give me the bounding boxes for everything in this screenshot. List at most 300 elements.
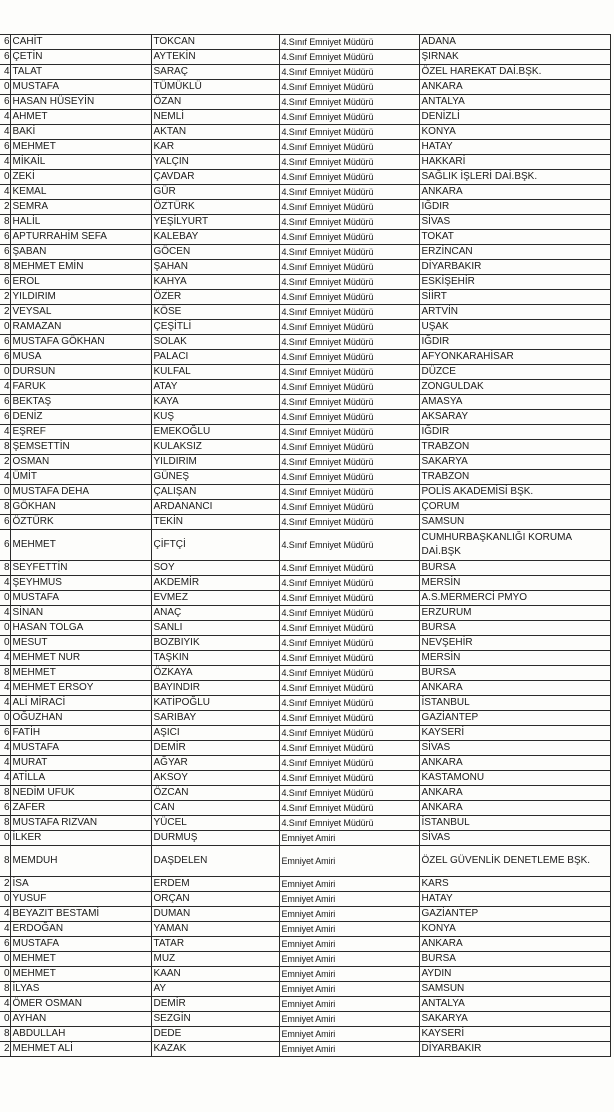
row-number: 4 — [0, 125, 10, 140]
first-name-cell: MUSTAFA RIZVAN — [10, 816, 151, 831]
rank-cell: 4.Sınıf Emniyet Müdürü — [279, 711, 419, 726]
table-row — [0, 967, 610, 982]
rank-cell: Emniyet Amiri — [279, 907, 419, 922]
table-row — [0, 771, 610, 786]
row-number: 8 — [0, 500, 10, 515]
unit-cell: KONYA — [419, 922, 610, 937]
rank-cell: 4.Sınıf Emniyet Müdürü — [279, 515, 419, 530]
row-number: 6 — [0, 726, 10, 741]
unit-cell: AYDIN — [419, 967, 610, 982]
surname-cell: EMEKOĞLU — [151, 425, 279, 440]
unit-cell: ERZİNCAN — [419, 245, 610, 260]
surname-cell: AKTAN — [151, 125, 279, 140]
surname-cell: NEMLİ — [151, 110, 279, 125]
surname-cell: SEZGİN — [151, 1012, 279, 1027]
table-row — [0, 696, 610, 711]
surname-cell: ÖZCAN — [151, 786, 279, 801]
surname-cell: AĞYAR — [151, 756, 279, 771]
row-number: 0 — [0, 591, 10, 606]
surname-cell: DEMİR — [151, 997, 279, 1012]
table-row — [0, 606, 610, 621]
row-number: 0 — [0, 952, 10, 967]
surname-cell: KULFAL — [151, 365, 279, 380]
personnel-table — [0, 34, 611, 1057]
table-row — [0, 816, 610, 831]
surname-cell: TEKİN — [151, 515, 279, 530]
row-number: 8 — [0, 215, 10, 230]
unit-cell: BURSA — [419, 621, 610, 636]
first-name-cell: MEHMET NUR — [10, 651, 151, 666]
first-name-cell: BEYAZIT BESTAMİ — [10, 907, 151, 922]
rank-cell: 4.Sınıf Emniyet Müdürü — [279, 95, 419, 110]
table-row — [0, 125, 610, 140]
personnel-table-body — [0, 35, 610, 1057]
first-name-cell: NEDİM UFUK — [10, 786, 151, 801]
first-name-cell: MUSTAFA GÖKHAN — [10, 335, 151, 350]
surname-cell: KÖSE — [151, 305, 279, 320]
rank-cell: Emniyet Amiri — [279, 937, 419, 952]
first-name-cell: MEHMET — [10, 967, 151, 982]
rank-cell: 4.Sınıf Emniyet Müdürü — [279, 606, 419, 621]
row-number: 8 — [0, 260, 10, 275]
unit-cell: SAMSUN — [419, 982, 610, 997]
row-number: 2 — [0, 290, 10, 305]
first-name-cell: ÜMİT — [10, 470, 151, 485]
unit-cell: MERSİN — [419, 576, 610, 591]
row-number: 6 — [0, 50, 10, 65]
unit-cell: ANKARA — [419, 786, 610, 801]
unit-cell: ANKARA — [419, 937, 610, 952]
unit-cell: SİİRT — [419, 290, 610, 305]
row-number: 8 — [0, 1027, 10, 1042]
unit-cell: GAZİANTEP — [419, 907, 610, 922]
unit-cell: ÖZEL HAREKAT DAİ.BŞK. — [419, 65, 610, 80]
unit-cell: HATAY — [419, 140, 610, 155]
surname-cell: GÜNEŞ — [151, 470, 279, 485]
table-row — [0, 290, 610, 305]
table-row — [0, 530, 610, 561]
table-row — [0, 892, 610, 907]
unit-cell: POLİS AKADEMİSİ BŞK. — [419, 485, 610, 500]
first-name-cell: HASAN HÜSEYİN — [10, 95, 151, 110]
rank-cell: 4.Sınıf Emniyet Müdürü — [279, 230, 419, 245]
surname-cell: AYTEKİN — [151, 50, 279, 65]
unit-cell: KONYA — [419, 125, 610, 140]
surname-cell: ÖZKAYA — [151, 666, 279, 681]
rank-cell: 4.Sınıf Emniyet Müdürü — [279, 350, 419, 365]
row-number: 6 — [0, 801, 10, 816]
rank-cell: 4.Sınıf Emniyet Müdürü — [279, 155, 419, 170]
rank-cell: 4.Sınıf Emniyet Müdürü — [279, 410, 419, 425]
unit-cell: ANTALYA — [419, 997, 610, 1012]
rank-cell: Emniyet Amiri — [279, 831, 419, 846]
surname-cell: ÖZTÜRK — [151, 200, 279, 215]
table-row — [0, 636, 610, 651]
surname-cell: YÜCEL — [151, 816, 279, 831]
row-number: 2 — [0, 200, 10, 215]
table-row — [0, 515, 610, 530]
row-number: 4 — [0, 425, 10, 440]
first-name-cell: MUSTAFA — [10, 591, 151, 606]
first-name-cell: KEMAL — [10, 185, 151, 200]
row-number: 4 — [0, 185, 10, 200]
surname-cell: DAŞDELEN — [151, 846, 279, 877]
surname-cell: ATAY — [151, 380, 279, 395]
row-number: 8 — [0, 666, 10, 681]
table-row — [0, 275, 610, 290]
rank-cell: 4.Sınıf Emniyet Müdürü — [279, 275, 419, 290]
surname-cell: EVMEZ — [151, 591, 279, 606]
surname-cell: TAŞKIN — [151, 651, 279, 666]
surname-cell: ÇİFTÇİ — [151, 530, 279, 561]
first-name-cell: MEHMET — [10, 666, 151, 681]
table-row — [0, 907, 610, 922]
rank-cell: 4.Sınıf Emniyet Müdürü — [279, 185, 419, 200]
rank-cell: 4.Sınıf Emniyet Müdürü — [279, 681, 419, 696]
first-name-cell: RAMAZAN — [10, 320, 151, 335]
row-number: 8 — [0, 982, 10, 997]
row-number: 4 — [0, 155, 10, 170]
table-row — [0, 335, 610, 350]
rank-cell: 4.Sınıf Emniyet Müdürü — [279, 170, 419, 185]
surname-cell: KAHYA — [151, 275, 279, 290]
unit-cell: IĞDIR — [419, 425, 610, 440]
rank-cell: 4.Sınıf Emniyet Müdürü — [279, 380, 419, 395]
rank-cell: 4.Sınıf Emniyet Müdürü — [279, 576, 419, 591]
first-name-cell: EROL — [10, 275, 151, 290]
unit-cell: AFYONKARAHİSAR — [419, 350, 610, 365]
unit-cell: GAZİANTEP — [419, 711, 610, 726]
rank-cell: 4.Sınıf Emniyet Müdürü — [279, 771, 419, 786]
surname-cell: AŞICI — [151, 726, 279, 741]
row-number: 4 — [0, 907, 10, 922]
table-row — [0, 200, 610, 215]
surname-cell: AY — [151, 982, 279, 997]
first-name-cell: SİNAN — [10, 606, 151, 621]
table-row — [0, 500, 610, 515]
personnel-sheet — [0, 34, 610, 1057]
rank-cell: 4.Sınıf Emniyet Müdürü — [279, 816, 419, 831]
first-name-cell: MEHMET — [10, 952, 151, 967]
rank-cell: Emniyet Amiri — [279, 1042, 419, 1057]
surname-cell: ÖZAN — [151, 95, 279, 110]
row-number: 4 — [0, 606, 10, 621]
first-name-cell: YILDIRIM — [10, 290, 151, 305]
table-row — [0, 110, 610, 125]
row-number: 6 — [0, 275, 10, 290]
row-number: 4 — [0, 696, 10, 711]
first-name-cell: TALAT — [10, 65, 151, 80]
table-row — [0, 997, 610, 1012]
first-name-cell: OĞUZHAN — [10, 711, 151, 726]
rank-cell: 4.Sınıf Emniyet Müdürü — [279, 110, 419, 125]
row-number: 6 — [0, 515, 10, 530]
unit-cell: TOKAT — [419, 230, 610, 245]
unit-cell: İSTANBUL — [419, 816, 610, 831]
first-name-cell: HALİL — [10, 215, 151, 230]
row-number: 8 — [0, 786, 10, 801]
surname-cell: ÇEŞİTLİ — [151, 320, 279, 335]
surname-cell: CAN — [151, 801, 279, 816]
first-name-cell: ABDULLAH — [10, 1027, 151, 1042]
row-number: 4 — [0, 997, 10, 1012]
surname-cell: TÜMÜKLÜ — [151, 80, 279, 95]
row-number: 8 — [0, 846, 10, 877]
rank-cell: 4.Sınıf Emniyet Müdürü — [279, 260, 419, 275]
first-name-cell: BEKTAŞ — [10, 395, 151, 410]
rank-cell: 4.Sınıf Emniyet Müdürü — [279, 741, 419, 756]
rank-cell: 4.Sınıf Emniyet Müdürü — [279, 500, 419, 515]
first-name-cell: MİKAİL — [10, 155, 151, 170]
row-number: 6 — [0, 230, 10, 245]
first-name-cell: MEHMET — [10, 140, 151, 155]
surname-cell: ANAÇ — [151, 606, 279, 621]
row-number: 0 — [0, 892, 10, 907]
unit-cell: SİVAS — [419, 215, 610, 230]
table-row — [0, 831, 610, 846]
table-row — [0, 982, 610, 997]
first-name-cell: ÖZTÜRK — [10, 515, 151, 530]
first-name-cell: AYHAN — [10, 1012, 151, 1027]
table-row — [0, 440, 610, 455]
rank-cell: Emniyet Amiri — [279, 922, 419, 937]
surname-cell: SARIBAY — [151, 711, 279, 726]
table-row — [0, 952, 610, 967]
rank-cell: Emniyet Amiri — [279, 846, 419, 877]
rank-cell: 4.Sınıf Emniyet Müdürü — [279, 245, 419, 260]
table-row — [0, 65, 610, 80]
first-name-cell: İLKER — [10, 831, 151, 846]
row-number: 6 — [0, 350, 10, 365]
first-name-cell: EŞREF — [10, 425, 151, 440]
row-number: 0 — [0, 80, 10, 95]
unit-cell: DİYARBAKIR — [419, 1042, 610, 1057]
surname-cell: GÜR — [151, 185, 279, 200]
rank-cell: 4.Sınıf Emniyet Müdürü — [279, 786, 419, 801]
row-number: 4 — [0, 741, 10, 756]
table-row — [0, 380, 610, 395]
first-name-cell: MUSA — [10, 350, 151, 365]
rank-cell: 4.Sınıf Emniyet Müdürü — [279, 140, 419, 155]
first-name-cell: MEMDUH — [10, 846, 151, 877]
unit-cell: ŞIRNAK — [419, 50, 610, 65]
unit-cell: BURSA — [419, 952, 610, 967]
unit-cell: SİVAS — [419, 741, 610, 756]
surname-cell: AKSOY — [151, 771, 279, 786]
row-number: 4 — [0, 380, 10, 395]
surname-cell: BOZBIYIK — [151, 636, 279, 651]
row-number: 0 — [0, 320, 10, 335]
row-number: 4 — [0, 576, 10, 591]
first-name-cell: SEMRA — [10, 200, 151, 215]
first-name-cell: MESUT — [10, 636, 151, 651]
rank-cell: Emniyet Amiri — [279, 952, 419, 967]
rank-cell: 4.Sınıf Emniyet Müdürü — [279, 801, 419, 816]
first-name-cell: İSA — [10, 877, 151, 892]
unit-cell: SİVAS — [419, 831, 610, 846]
surname-cell: SARAÇ — [151, 65, 279, 80]
table-row — [0, 50, 610, 65]
rank-cell: 4.Sınıf Emniyet Müdürü — [279, 651, 419, 666]
first-name-cell: SEYFETTİN — [10, 561, 151, 576]
unit-cell: HATAY — [419, 892, 610, 907]
table-row — [0, 470, 610, 485]
first-name-cell: MEHMET EMİN — [10, 260, 151, 275]
row-number: 4 — [0, 65, 10, 80]
unit-cell: KAYSERİ — [419, 1027, 610, 1042]
surname-cell: ARDANANCI — [151, 500, 279, 515]
surname-cell: SANLI — [151, 621, 279, 636]
unit-cell: ESKİŞEHİR — [419, 275, 610, 290]
surname-cell: SOLAK — [151, 335, 279, 350]
rank-cell: Emniyet Amiri — [279, 892, 419, 907]
first-name-cell: FATİH — [10, 726, 151, 741]
surname-cell: YALÇIN — [151, 155, 279, 170]
unit-cell: SAKARYA — [419, 1012, 610, 1027]
row-number: 6 — [0, 245, 10, 260]
row-number: 0 — [0, 170, 10, 185]
surname-cell: KAAN — [151, 967, 279, 982]
unit-cell: A.S.MERMERCİ PMYO — [419, 591, 610, 606]
first-name-cell: GÖKHAN — [10, 500, 151, 515]
surname-cell: GÖCEN — [151, 245, 279, 260]
table-row — [0, 1027, 610, 1042]
row-number: 0 — [0, 636, 10, 651]
rank-cell: 4.Sınıf Emniyet Müdürü — [279, 621, 419, 636]
table-row — [0, 922, 610, 937]
unit-cell: IĞDIR — [419, 200, 610, 215]
unit-cell: NEVŞEHİR — [419, 636, 610, 651]
first-name-cell: APTURRAHİM SEFA — [10, 230, 151, 245]
row-number: 0 — [0, 485, 10, 500]
unit-cell: ANKARA — [419, 681, 610, 696]
table-row — [0, 681, 610, 696]
rank-cell: 4.Sınıf Emniyet Müdürü — [279, 320, 419, 335]
first-name-cell: ALİ MİRACİ — [10, 696, 151, 711]
table-row — [0, 425, 610, 440]
row-number: 4 — [0, 681, 10, 696]
table-row — [0, 140, 610, 155]
rank-cell: 4.Sınıf Emniyet Müdürü — [279, 666, 419, 681]
surname-cell: ÇAVDAR — [151, 170, 279, 185]
unit-cell: ANKARA — [419, 80, 610, 95]
table-row — [0, 215, 610, 230]
table-row — [0, 801, 610, 816]
rank-cell: 4.Sınıf Emniyet Müdürü — [279, 305, 419, 320]
row-number: 0 — [0, 711, 10, 726]
first-name-cell: MUSTAFA DEHA — [10, 485, 151, 500]
surname-cell: KAR — [151, 140, 279, 155]
row-number: 4 — [0, 771, 10, 786]
first-name-cell: MUSTAFA — [10, 937, 151, 952]
row-number: 4 — [0, 756, 10, 771]
first-name-cell: ŞEYHMUS — [10, 576, 151, 591]
unit-cell: ANKARA — [419, 756, 610, 771]
table-row — [0, 350, 610, 365]
table-row — [0, 80, 610, 95]
surname-cell: KAZAK — [151, 1042, 279, 1057]
rank-cell: 4.Sınıf Emniyet Müdürü — [279, 65, 419, 80]
surname-cell: ŞAHAN — [151, 260, 279, 275]
row-number: 6 — [0, 395, 10, 410]
unit-cell: ANTALYA — [419, 95, 610, 110]
unit-cell: ERZURUM — [419, 606, 610, 621]
unit-cell: KARS — [419, 877, 610, 892]
table-row — [0, 35, 610, 50]
rank-cell: 4.Sınıf Emniyet Müdürü — [279, 215, 419, 230]
row-number: 4 — [0, 651, 10, 666]
row-number: 2 — [0, 305, 10, 320]
row-number: 6 — [0, 410, 10, 425]
rank-cell: 4.Sınıf Emniyet Müdürü — [279, 365, 419, 380]
first-name-cell: HASAN TOLGA — [10, 621, 151, 636]
rank-cell: 4.Sınıf Emniyet Müdürü — [279, 50, 419, 65]
first-name-cell: MURAT — [10, 756, 151, 771]
rank-cell: Emniyet Amiri — [279, 997, 419, 1012]
unit-cell: KASTAMONU — [419, 771, 610, 786]
rank-cell: 4.Sınıf Emniyet Müdürü — [279, 455, 419, 470]
rank-cell: 4.Sınıf Emniyet Müdürü — [279, 696, 419, 711]
rank-cell: 4.Sınıf Emniyet Müdürü — [279, 530, 419, 561]
row-number: 4 — [0, 470, 10, 485]
unit-cell: İSTANBUL — [419, 696, 610, 711]
row-number: 4 — [0, 110, 10, 125]
table-row — [0, 410, 610, 425]
table-row — [0, 576, 610, 591]
row-number: 0 — [0, 365, 10, 380]
table-row — [0, 561, 610, 576]
unit-cell: ARTVİN — [419, 305, 610, 320]
surname-cell: MUZ — [151, 952, 279, 967]
rank-cell: 4.Sınıf Emniyet Müdürü — [279, 395, 419, 410]
rank-cell: 4.Sınıf Emniyet Müdürü — [279, 485, 419, 500]
surname-cell: DEDE — [151, 1027, 279, 1042]
surname-cell: YILDIRIM — [151, 455, 279, 470]
rank-cell: 4.Sınıf Emniyet Müdürü — [279, 35, 419, 50]
row-number: 2 — [0, 877, 10, 892]
row-number: 0 — [0, 831, 10, 846]
surname-cell: ÇALIŞAN — [151, 485, 279, 500]
unit-cell: ANKARA — [419, 185, 610, 200]
rank-cell: 4.Sınıf Emniyet Müdürü — [279, 470, 419, 485]
first-name-cell: MEHMET ALİ — [10, 1042, 151, 1057]
first-name-cell: ÇETİN — [10, 50, 151, 65]
first-name-cell: DURSUN — [10, 365, 151, 380]
unit-cell: ÇORUM — [419, 500, 610, 515]
unit-cell: HAKKARİ — [419, 155, 610, 170]
rank-cell: 4.Sınıf Emniyet Müdürü — [279, 335, 419, 350]
table-row — [0, 455, 610, 470]
rank-cell: 4.Sınıf Emniyet Müdürü — [279, 200, 419, 215]
surname-cell: TOKCAN — [151, 35, 279, 50]
unit-cell: ZONGULDAK — [419, 380, 610, 395]
first-name-cell: YUSUF — [10, 892, 151, 907]
row-number: 0 — [0, 621, 10, 636]
row-number: 0 — [0, 967, 10, 982]
surname-cell: KULAKSIZ — [151, 440, 279, 455]
table-row — [0, 305, 610, 320]
row-number: 2 — [0, 1042, 10, 1057]
table-row — [0, 170, 610, 185]
table-row — [0, 786, 610, 801]
row-number: 6 — [0, 95, 10, 110]
table-row — [0, 711, 610, 726]
rank-cell: Emniyet Amiri — [279, 1012, 419, 1027]
first-name-cell: OSMAN — [10, 455, 151, 470]
table-row — [0, 365, 610, 380]
table-row — [0, 230, 610, 245]
rank-cell: 4.Sınıf Emniyet Müdürü — [279, 80, 419, 95]
